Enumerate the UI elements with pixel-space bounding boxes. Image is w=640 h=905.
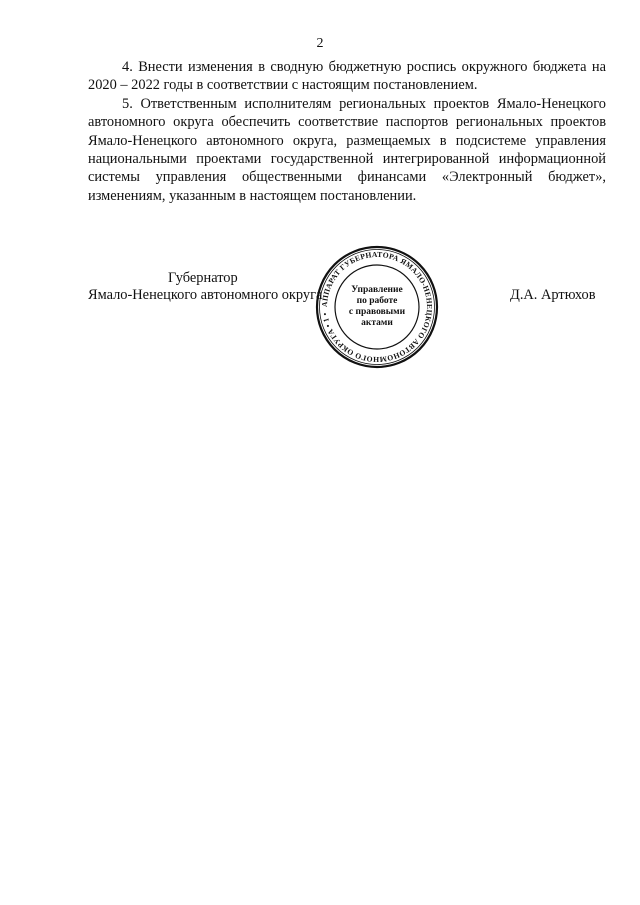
paragraph-5: 5. Ответственным исполнителям региональных проектов Ямало-Ненецкого автономного округа обеспечить соответствие паспортов региональных проектов Ямало-Ненецкого автономного округа, размещаемых в подсистеме управления национальными проектами государственной интегрированной информационной системы управления общественными финансами «Электронный бюджет», изменениям, указанным в настоящем постановлении. xyxy=(88,95,606,204)
paragraph-4: 4. Внести изменения в сводную бюджетную роспись окружного бюджета на 2020 – 2022 годы в соответствии с настоящим постановлением. xyxy=(88,59,606,94)
signature-title: Губернатор xyxy=(168,270,238,286)
signature-name: Д.А. Артюхов xyxy=(510,287,596,303)
page-number: 2 xyxy=(316,36,324,51)
seal-line-2: по работе xyxy=(356,296,398,306)
seal-ring-text: АППАРАТ ГУБЕРНАТОРА ЯМАЛО-НЕНЕЦКОГО АВТОНОМНОГО ОКРУГА • 1 • xyxy=(319,249,435,365)
seal-line-1: Управление xyxy=(351,285,403,295)
signature-region: Ямало-Ненецкого автономного округа xyxy=(88,287,323,303)
document-body xyxy=(88,58,606,205)
seal-center-text xyxy=(332,244,422,370)
official-seal-stamp xyxy=(314,244,440,370)
seal-line-3: с правовыми xyxy=(348,307,406,317)
seal-line-4: актами xyxy=(361,318,393,328)
